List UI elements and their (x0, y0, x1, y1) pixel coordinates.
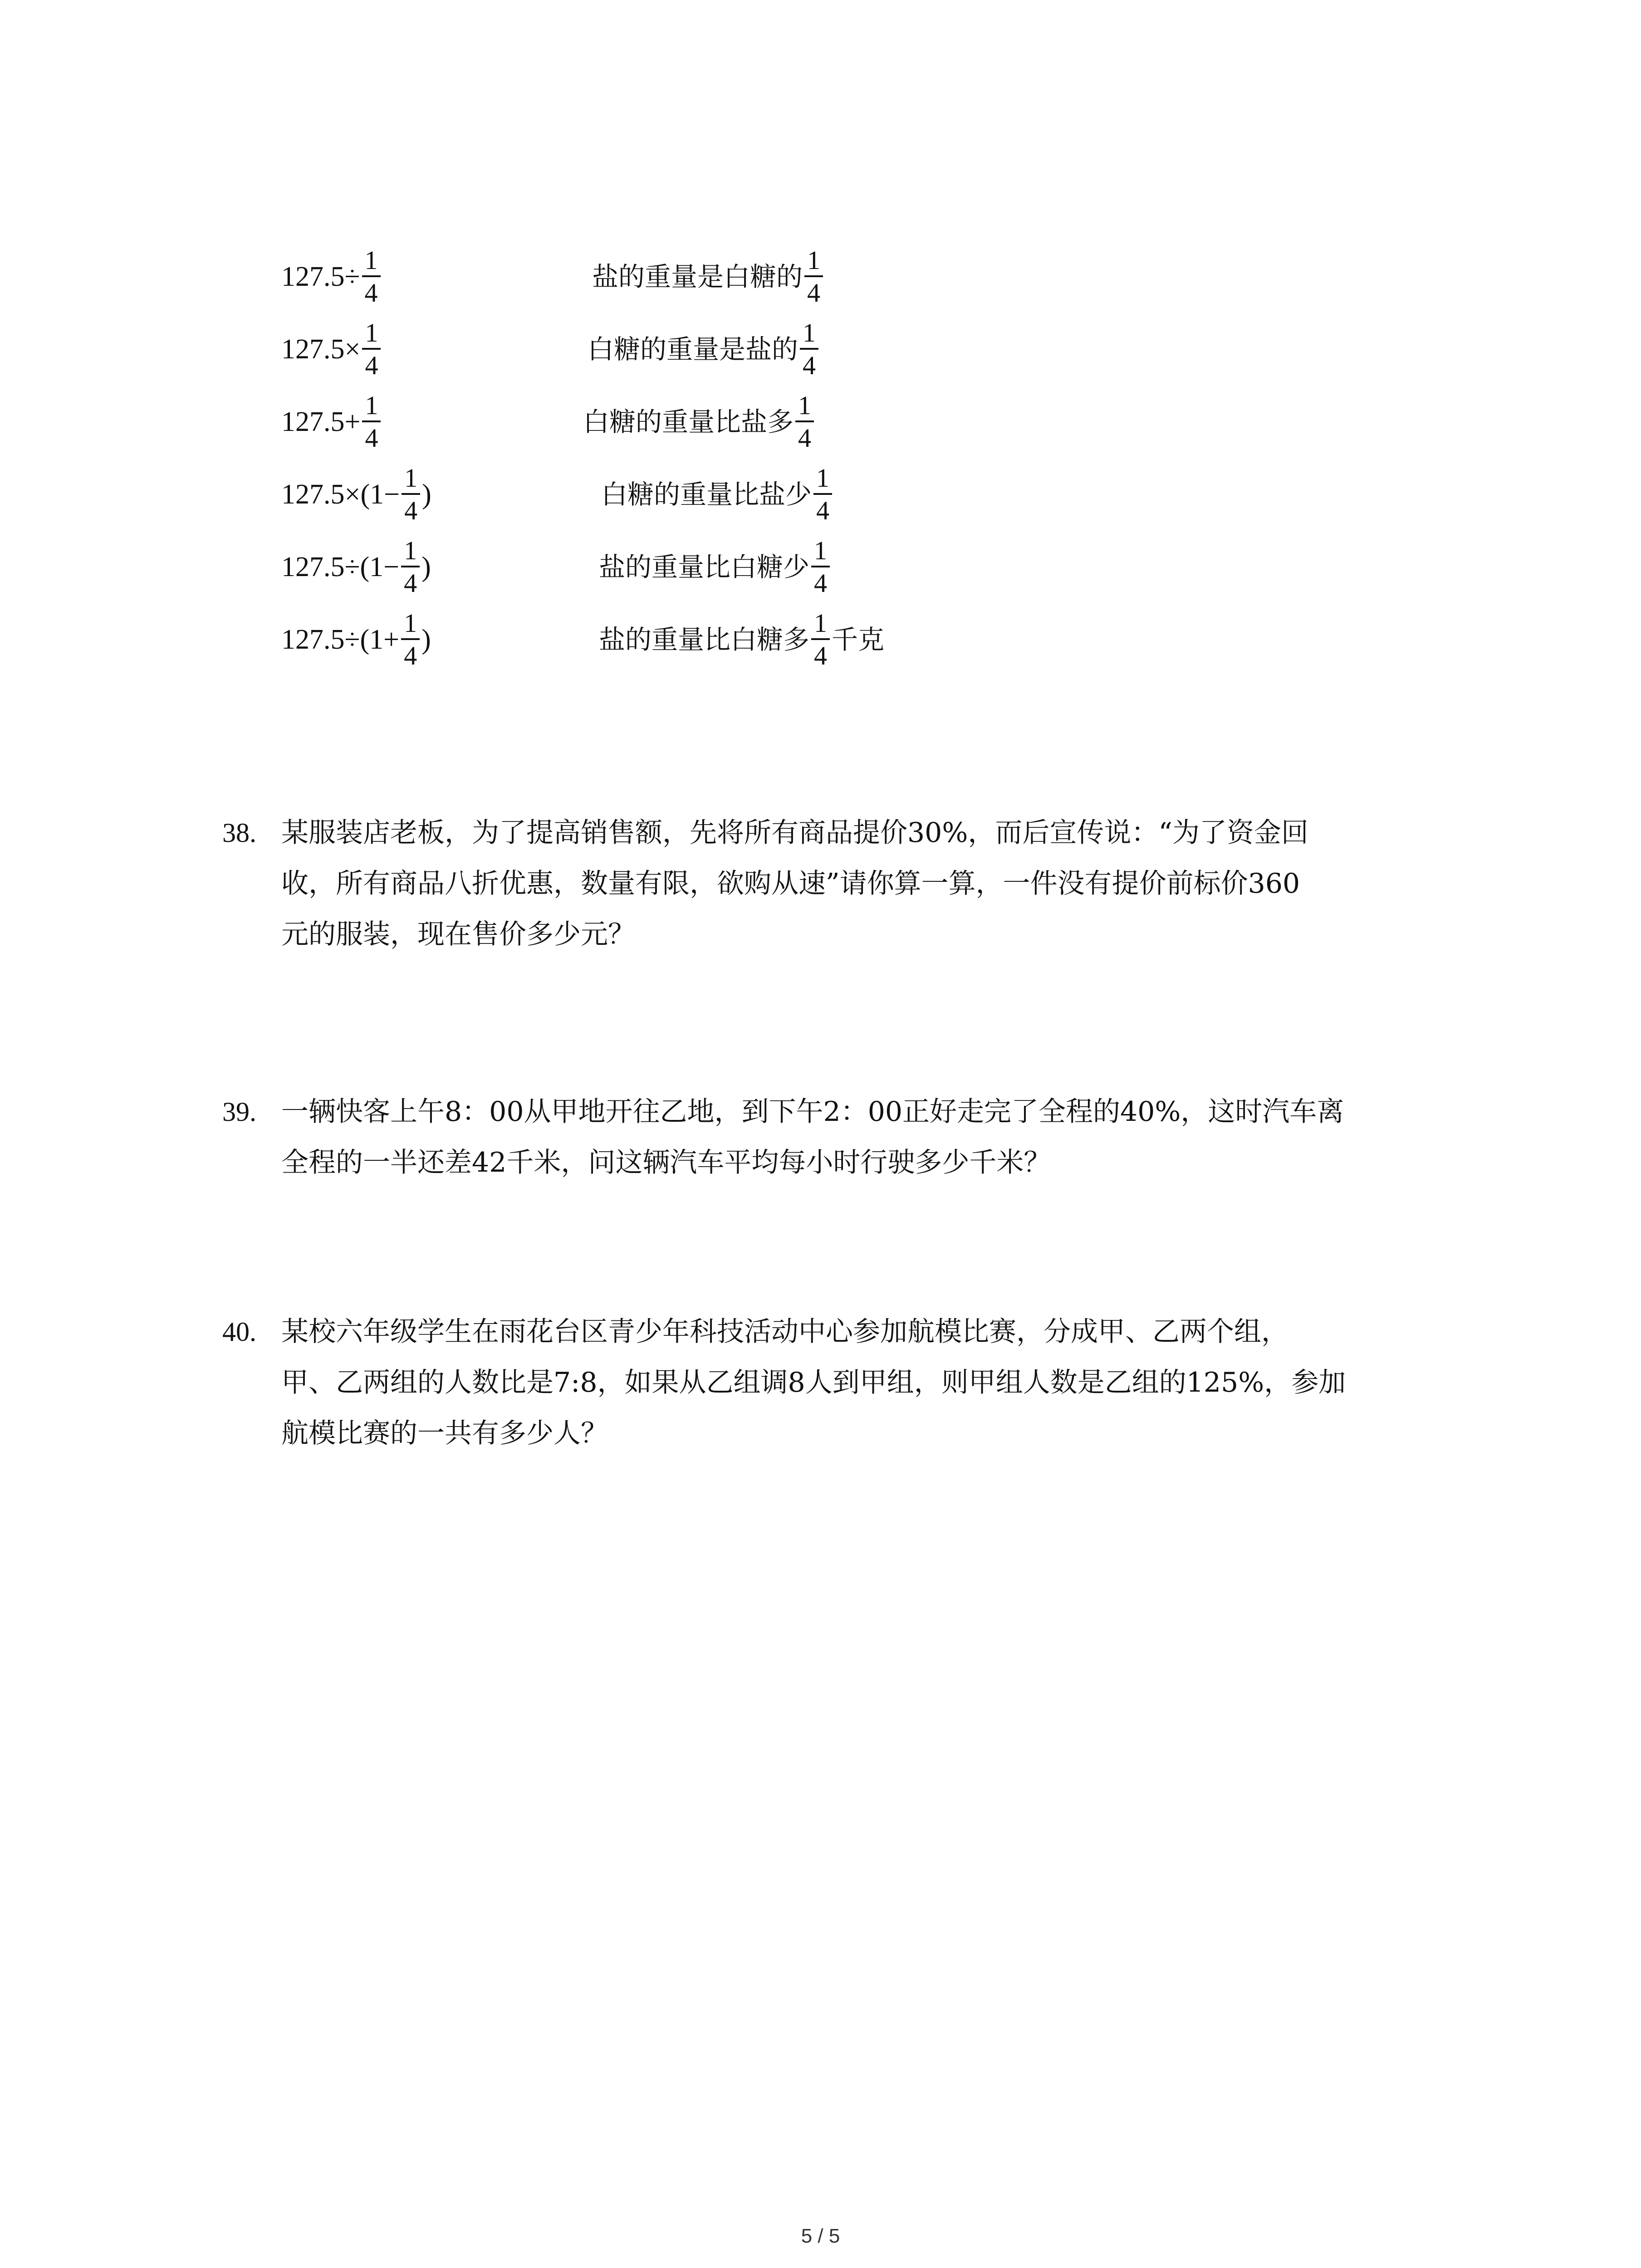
problem-text: 收，所有商品八折优惠，数量有限，欲购从速”请你算一算，一件没有提价前标价360 (281, 868, 1300, 899)
problem-number: 39. (222, 1097, 256, 1127)
fraction-numerator: 1 (795, 392, 814, 422)
problem-text: 航模比赛的一共有多少人？ (281, 1418, 608, 1449)
statement-text: 盐的重量是白糖的 (592, 261, 803, 292)
expression (281, 315, 382, 383)
statement (599, 606, 884, 674)
problem-line (222, 807, 1456, 858)
problem-text: 元的服装，现在售价多少元？ (281, 919, 635, 950)
expression-text: 127.5÷ (281, 261, 360, 292)
fraction (362, 247, 381, 306)
matching-row (0, 243, 1641, 311)
fraction-denominator: 4 (814, 568, 828, 598)
expression (281, 243, 382, 311)
statement-text: 盐的重量比白糖少 (599, 552, 810, 582)
fraction-numerator: 1 (362, 320, 381, 350)
expression-text: 127.5×(1− (281, 479, 400, 510)
fraction-numerator: 1 (401, 610, 420, 640)
expression (281, 606, 431, 674)
fraction (811, 538, 830, 596)
expression-text: 127.5÷(1− (281, 552, 400, 582)
fraction-denominator: 4 (814, 641, 828, 670)
problem-text: 某校六年级学生在雨花台区青少年科技活动中心参加航模比赛，分成甲、乙两个组， (281, 1316, 1288, 1348)
matching-row (0, 315, 1641, 383)
problem-number: 38. (222, 818, 256, 848)
fraction-numerator: 1 (813, 465, 832, 495)
fraction-denominator: 4 (803, 351, 816, 380)
problem-text: 全程的一半还差42千米，问这辆汽车平均每小时行驶多少千米？ (281, 1147, 1051, 1178)
fraction (402, 465, 420, 524)
statement-suffix: 千克 (832, 624, 885, 655)
problem-text: 一辆快客上午8：00从甲地开往乙地，到下午2：00正好走完了全程的40%，这时汽车离 (281, 1096, 1344, 1128)
problem-38 (222, 807, 1456, 960)
problem-line (222, 1086, 1456, 1137)
fraction-denominator: 4 (365, 351, 378, 380)
fraction-numerator: 1 (362, 392, 381, 422)
fraction-denominator: 4 (404, 496, 418, 525)
fraction-denominator: 4 (807, 278, 821, 308)
problem-text: 某服装店老板，为了提高销售额，先将所有商品提价30%，而后宣传说：“为了资金回 (281, 817, 1309, 849)
statement-text: 白糖的重量是盐的 (588, 334, 798, 365)
expression-text: 127.5× (281, 334, 361, 365)
statement (592, 243, 825, 311)
fraction (813, 465, 832, 524)
fraction (362, 320, 381, 379)
fraction-denominator: 4 (365, 423, 378, 453)
fraction (401, 538, 420, 596)
fraction-numerator: 1 (811, 610, 830, 640)
expression-suffix: ) (421, 552, 431, 582)
statement-text: 盐的重量比白糖多 (599, 624, 810, 655)
fraction-numerator: 1 (811, 538, 830, 567)
page-number: 5 / 5 (801, 2225, 840, 2247)
fraction-numerator: 1 (362, 247, 381, 277)
fraction-numerator: 1 (402, 465, 420, 495)
expression-text: 127.5+ (281, 406, 361, 437)
matching-row (0, 533, 1641, 601)
fraction-denominator: 4 (404, 568, 417, 598)
matching-row (0, 606, 1641, 674)
matching-row (0, 388, 1641, 456)
statement-text: 白糖的重量比盐少 (601, 479, 812, 510)
statement (599, 533, 832, 601)
problem-text: 甲、乙两组的人数比是7:8，如果从乙组调8人到甲组，则甲组人数是乙组的125%，参加 (281, 1367, 1346, 1398)
matching-row (0, 460, 1641, 528)
fraction-denominator: 4 (364, 278, 378, 308)
problem-line (222, 1306, 1456, 1357)
fraction (804, 247, 823, 306)
expression (281, 460, 431, 528)
fraction-numerator: 1 (804, 247, 823, 277)
fraction-denominator: 4 (798, 423, 812, 453)
fraction-denominator: 4 (816, 496, 830, 525)
fraction-numerator: 1 (800, 320, 818, 350)
statement (588, 315, 820, 383)
problem-39 (222, 1086, 1456, 1188)
expression-suffix: ) (422, 479, 431, 510)
fraction (800, 320, 818, 379)
statement-text: 白糖的重量比盐多 (583, 406, 794, 437)
fraction-denominator: 4 (404, 641, 417, 670)
statement (601, 460, 834, 528)
expression (281, 388, 382, 456)
expression-suffix: ) (421, 624, 431, 655)
expression (281, 533, 431, 601)
expression-text: 127.5÷(1+ (281, 624, 400, 655)
problem-number: 40. (222, 1317, 256, 1347)
statement (583, 388, 816, 456)
fraction (401, 610, 420, 669)
fraction (795, 392, 814, 451)
fraction-numerator: 1 (401, 538, 420, 567)
problem-40 (222, 1306, 1456, 1459)
fraction (811, 610, 830, 669)
fraction (362, 392, 381, 451)
